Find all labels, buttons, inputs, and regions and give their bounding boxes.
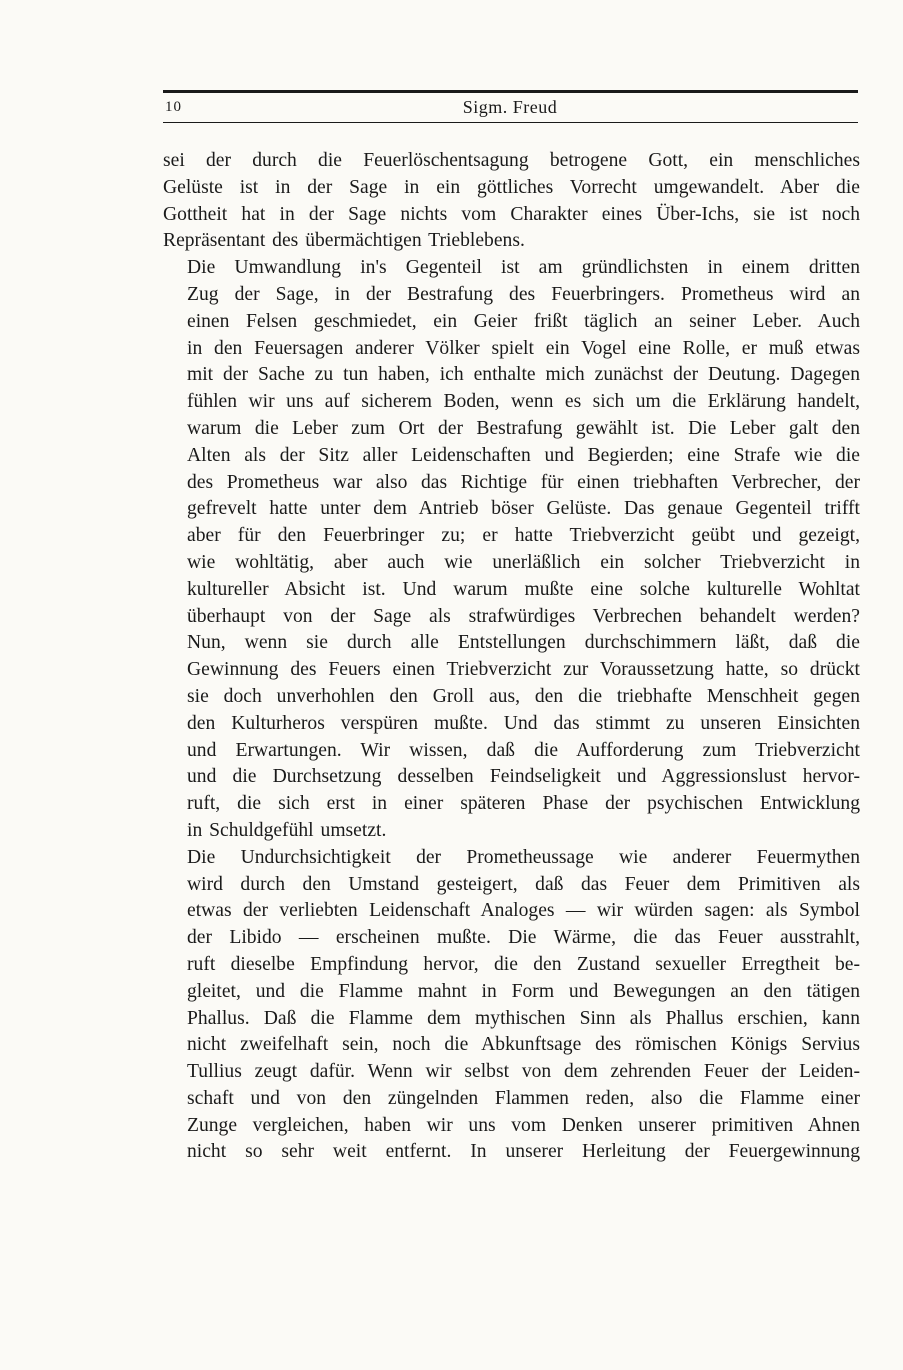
text-line: Die Undurchsichtigkeit der Prometheussage wie anderer Feuermythen — [187, 846, 860, 868]
page-number: 10 — [165, 99, 182, 115]
text-line: in Schuldgefühl umsetzt. — [187, 819, 387, 841]
text-line: warum die Leber zum Ort der Bestrafung gewählt ist. Die Leber galt den — [187, 417, 860, 439]
text-line: nicht zweifelhaft sein, noch die Abkunftsage des römischen Königs Servius — [187, 1034, 860, 1056]
text-line: Alten als der Sitz aller Leidenschaften und Begierden; eine Strafe wie die — [187, 444, 860, 466]
text-line: einen Felsen geschmiedet, ein Geier frißt täglich an seiner Leber. Auch — [187, 310, 860, 332]
text-line: und Erwartungen. Wir wissen, daß die Aufforderung zum Triebverzicht — [187, 739, 860, 761]
text-line: fühlen wir uns auf sicherem Boden, wenn es sich um die Erklärung handelt, — [187, 391, 860, 413]
text-line: aber für den Feuerbringer zu; er hatte Triebverzicht geübt und gezeigt, — [187, 525, 860, 547]
text-line: sie doch unverhohlen den Groll aus, den die triebhafte Menschheit gegen — [187, 685, 860, 707]
text-line: wie wohltätig, aber auch wie unerläßlich ein solcher Triebverzicht in — [187, 551, 860, 573]
body-text — [163, 148, 860, 1166]
text-line: sei der durch die Feuerlöschentsagung betrogene Gott, ein menschliches — [163, 150, 860, 171]
text-line: ruft, die sich erst in einer späteren Phase der psychischen Entwicklung — [187, 793, 860, 815]
text-line: Zug der Sage, in der Bestrafung des Feuerbringers. Prometheus wird an — [187, 283, 860, 305]
text-line: den Kulturheros verspüren mußte. Und das stimmt zu unseren Einsichten — [187, 712, 860, 734]
text-line: Zunge vergleichen, haben wir uns vom Denken unserer primitiven Ahnen — [187, 1114, 860, 1136]
text-line: Repräsentant des übermächtigen Trieblebens. — [163, 230, 525, 252]
text-line: schaft und von den züngelnden Flammen reden, also die Flamme einer — [187, 1087, 860, 1109]
text-line: Tullius zeugt dafür. Wenn wir selbst von dem zehrenden Feuer der Leiden- — [187, 1061, 860, 1083]
text-line: gefrevelt hatte unter dem Antrieb böser Gelüste. Das genaue Gegenteil trifft — [187, 498, 860, 520]
text-line: der Libido — erscheinen mußte. Die Wärme, die das Feuer ausstrahlt, — [187, 927, 860, 949]
text-line: nicht so sehr weit entfernt. In unserer Herleitung der Feuergewinnung — [187, 1141, 860, 1163]
text-line: etwas der verliebten Leidenschaft Analoges — wir würden sagen: als Symbol — [187, 900, 860, 922]
text-line: Die Umwandlung in's Gegenteil ist am gründlichsten in einem dritten — [187, 257, 860, 279]
header-rule-top — [163, 90, 858, 93]
running-head: Sigm. Freud — [462, 97, 558, 117]
text-line: Gewinnung des Feuers einen Triebverzicht zur Voraussetzung hatte, so drückt — [187, 659, 860, 681]
text-line: ruft dieselbe Empfindung hervor, die den Zustand sexueller Erregtheit be- — [187, 953, 860, 975]
paragraph — [163, 845, 860, 1167]
text-line: Gelüste ist in der Sage in ein göttliches Vorrecht umgewandelt. Aber die — [163, 176, 860, 198]
text-line: Gottheit hat in der Sage nichts vom Charakter eines Über-Ichs, sie ist noch — [163, 203, 860, 225]
paragraph — [163, 255, 860, 845]
paragraph — [163, 148, 860, 255]
text-line: Phallus. Daß die Flamme dem mythischen Sinn als Phallus erschien, kann — [187, 1007, 860, 1029]
text-line: in den Feuersagen anderer Völker spielt ein Vogel eine Rolle, er muß etwas — [187, 337, 860, 359]
text-line: kultureller Absicht ist. Und warum mußte eine solche kulturelle Wohltat — [187, 578, 860, 600]
text-line: wird durch den Umstand gesteigert, daß das Feuer dem Primitiven als — [187, 873, 860, 895]
text-line: gleitet, und die Flamme mahnt in Form und Bewegungen an den tätigen — [187, 980, 860, 1002]
text-line: und die Durchsetzung desselben Feindseligkeit und Aggressionslust hervor- — [187, 766, 860, 788]
text-line: Nun, wenn sie durch alle Entstellungen durchschimmern läßt, daß die — [187, 632, 860, 654]
header-rule-bottom — [163, 122, 858, 123]
text-line: überhaupt von der Sage als strafwürdiges Verbrechen behandelt werden? — [187, 605, 860, 627]
text-line: mit der Sache zu tun haben, ich enthalte mich zunächst der Deutung. Dagegen — [187, 364, 860, 386]
text-line: des Prometheus war also das Richtige für einen triebhaften Verbrecher, der — [187, 471, 860, 493]
